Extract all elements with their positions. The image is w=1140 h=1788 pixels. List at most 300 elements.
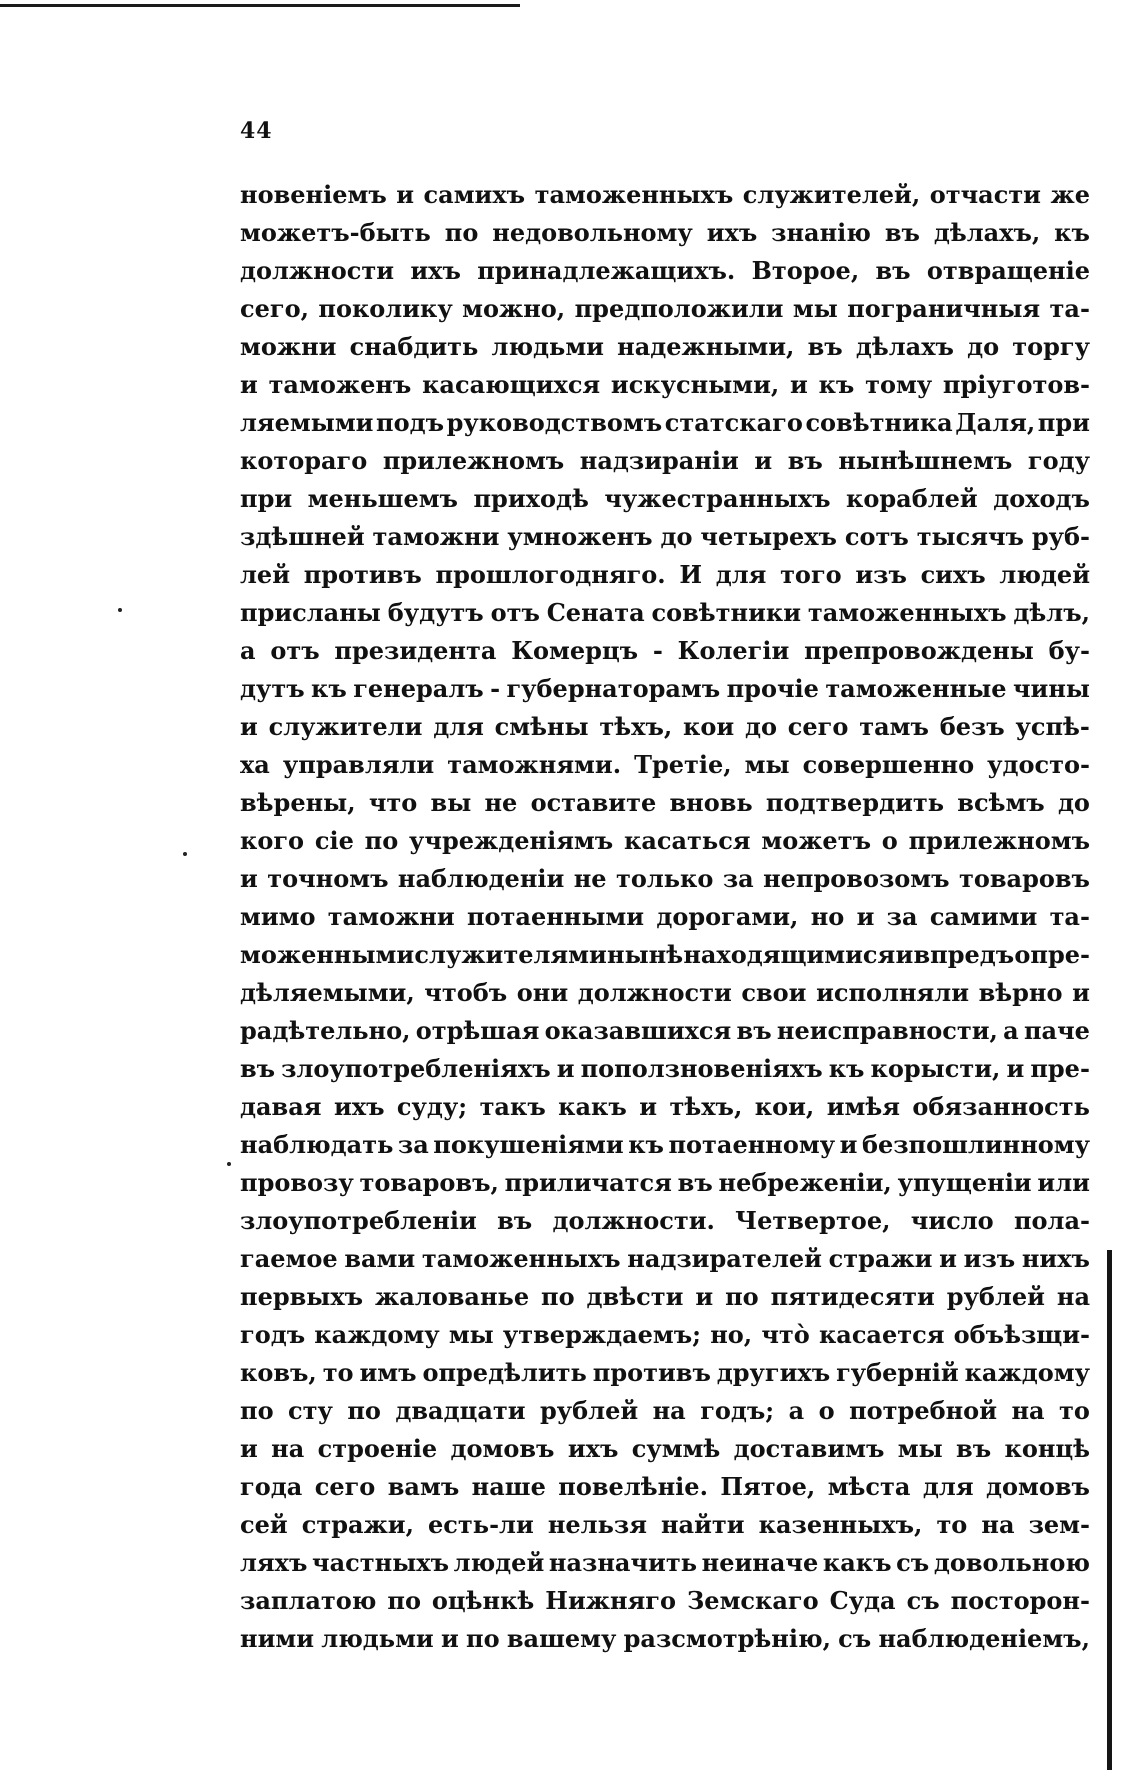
word: пограничныя <box>847 294 1041 323</box>
word: рублей <box>540 1396 639 1425</box>
word: до <box>967 332 1000 361</box>
word: по <box>240 1396 274 1425</box>
word: таможнями. <box>447 750 622 779</box>
word: служителей, <box>742 180 921 209</box>
word: въ <box>807 332 843 361</box>
text-line <box>240 1202 1090 1240</box>
text-line <box>240 746 1090 784</box>
word: доходъ <box>993 484 1090 513</box>
word: упущенiи <box>897 1168 1032 1197</box>
word: отъ <box>270 636 320 665</box>
word: Четвертое, <box>735 1206 891 1235</box>
word: противъ <box>303 560 422 589</box>
word: жалованье <box>375 1282 530 1311</box>
word: къ <box>311 674 347 703</box>
word: знанiю <box>771 218 871 247</box>
text-line <box>240 936 1090 974</box>
word: стражи, <box>301 1510 414 1539</box>
word: давая <box>240 1092 322 1121</box>
word: за <box>722 864 754 893</box>
word: какъ <box>558 1092 627 1121</box>
word: оказавшихся <box>544 1016 732 1045</box>
word: можетъ-быть <box>240 218 431 247</box>
word: вновь <box>669 788 753 817</box>
text-line <box>240 404 1090 442</box>
word: каждому <box>964 1358 1090 1387</box>
word: за <box>397 1130 429 1159</box>
word: людьми <box>491 332 604 361</box>
right-scan-edge <box>1107 1250 1112 1770</box>
word: отъ <box>490 598 540 627</box>
word: касаться <box>623 826 751 855</box>
word: можно, <box>462 294 566 323</box>
word: заплатою <box>240 1586 377 1615</box>
word: въ <box>787 446 823 475</box>
word: товаровъ, <box>359 1168 499 1197</box>
page-number: 44 <box>240 118 273 144</box>
word: - <box>652 636 663 665</box>
word: каждому <box>314 1320 440 1349</box>
word: приличатся <box>504 1168 672 1197</box>
text-line <box>240 1050 1090 1088</box>
text-line <box>240 290 1090 328</box>
word: оцѣнкѣ <box>431 1586 535 1615</box>
word: подтвердить <box>765 788 945 817</box>
word: изъ <box>963 1244 1016 1273</box>
word: покушенiями <box>433 1130 624 1159</box>
word: Второе, <box>751 256 860 285</box>
word: вашему <box>506 1624 617 1653</box>
word: чтобъ <box>424 978 508 1007</box>
word: снабдить <box>349 332 479 361</box>
word: и <box>240 864 258 893</box>
word: лей <box>240 560 290 589</box>
text-line <box>240 974 1090 1012</box>
word: чужестранныхъ <box>604 484 831 513</box>
word: на <box>652 1396 686 1425</box>
word: для <box>433 712 484 741</box>
word: съ <box>838 1624 872 1653</box>
text-line <box>240 822 1090 860</box>
text-line <box>240 1240 1090 1278</box>
word: по <box>364 826 399 855</box>
word: президента <box>334 636 497 665</box>
word: опредѣлить <box>422 1358 587 1387</box>
word: губернаторамъ <box>506 674 721 703</box>
word: управляли <box>282 750 435 779</box>
word: самихъ <box>423 180 526 209</box>
text-line <box>240 328 1090 366</box>
word: тамъ <box>859 712 929 741</box>
word: свои <box>741 978 807 1007</box>
word: назначить <box>548 1548 697 1577</box>
word: Сената <box>546 598 645 627</box>
word: должности <box>240 256 395 285</box>
text-line <box>240 442 1090 480</box>
word: совѣтники <box>651 598 802 627</box>
word: ихъ <box>567 1434 619 1463</box>
word: оставите <box>530 788 657 817</box>
word: тѣхъ, <box>669 1092 743 1121</box>
word: бу- <box>1048 636 1090 665</box>
text-line <box>240 1468 1090 1506</box>
word: изъ <box>855 560 907 589</box>
word: наблюденiемъ, <box>878 1624 1090 1653</box>
word: предположили <box>574 294 784 323</box>
word: по <box>466 1624 500 1653</box>
word: кого <box>240 826 305 855</box>
word: потребной <box>849 1396 997 1425</box>
word: довольною <box>933 1548 1090 1577</box>
word: къ <box>818 370 855 399</box>
word: опре- <box>1014 940 1090 969</box>
word: въ <box>677 1168 713 1197</box>
word: и <box>790 370 808 399</box>
word: злоупотребленiи <box>240 1206 477 1235</box>
word: злоупотребленiяхъ <box>281 1054 551 1083</box>
word: самими <box>929 902 1038 931</box>
word: моженными <box>240 940 415 969</box>
word: меньшемъ <box>307 484 458 513</box>
word: дѣлъ, <box>1013 598 1090 627</box>
word: до <box>1057 788 1090 817</box>
text-line <box>240 1012 1090 1050</box>
word: успѣ- <box>1015 712 1090 741</box>
word: исполняли <box>816 978 969 1007</box>
stray-dot <box>183 852 187 856</box>
word: и <box>695 1282 714 1311</box>
word: таможенныхъ <box>421 1244 621 1273</box>
word: но <box>810 902 845 931</box>
word: сей <box>240 1510 288 1539</box>
word: въ <box>736 1016 772 1045</box>
word: по <box>725 1282 759 1311</box>
word: и <box>1072 978 1090 1007</box>
text-line <box>240 708 1090 746</box>
word: пола- <box>1013 1206 1090 1235</box>
text-line <box>240 632 1090 670</box>
word: вамъ <box>387 1472 460 1501</box>
word: доставимъ <box>733 1434 885 1463</box>
word: году <box>1027 446 1090 475</box>
word: находящимися <box>683 940 896 969</box>
word: то <box>322 1358 354 1387</box>
word: то <box>936 1510 968 1539</box>
word: въ <box>884 218 920 247</box>
word: отчасти <box>929 180 1041 209</box>
word: число <box>910 1206 994 1235</box>
word: такъ <box>479 1092 546 1121</box>
word: потаенными <box>466 902 645 931</box>
word: сотъ <box>844 522 909 551</box>
word: и <box>240 370 258 399</box>
word: препровождены <box>804 636 1034 665</box>
word: присланы <box>240 598 381 627</box>
word: дутъ <box>240 674 305 703</box>
text-line <box>240 1430 1090 1468</box>
text-line <box>240 214 1090 252</box>
word: руб- <box>1031 522 1090 551</box>
word: противъ <box>592 1358 711 1387</box>
word: людьми <box>321 1624 434 1653</box>
word: сту <box>288 1396 333 1425</box>
word: людей <box>999 560 1090 589</box>
text-line <box>240 594 1090 632</box>
word: сего <box>314 1472 376 1501</box>
word: та- <box>1049 294 1090 323</box>
word: мы <box>792 294 838 323</box>
word: сего, <box>240 294 309 323</box>
body-text <box>240 176 1090 1658</box>
word: будутъ <box>387 598 484 627</box>
word: удосто- <box>987 750 1090 779</box>
text-line <box>240 1392 1090 1430</box>
text-line <box>240 252 1090 290</box>
word: тѣхъ, <box>599 712 673 741</box>
word: кои, <box>754 1092 815 1121</box>
word: людей <box>453 1548 545 1577</box>
word: корысти, <box>870 1054 1001 1083</box>
word: таможенъ <box>268 370 412 399</box>
word: въ <box>875 256 911 285</box>
word: служителями <box>414 940 607 969</box>
word: отвращенiе <box>926 256 1090 285</box>
word: подъ <box>376 408 445 437</box>
word: къ <box>828 1054 865 1083</box>
word: Третiе, <box>634 750 732 779</box>
text-line <box>240 1544 1090 1582</box>
stray-dot <box>118 608 122 612</box>
word: имѣя <box>826 1092 900 1121</box>
word: прочiе <box>726 674 819 703</box>
word: а <box>788 1396 805 1425</box>
word: ихъ <box>333 1092 385 1121</box>
text-line <box>240 480 1090 518</box>
text-line <box>240 670 1090 708</box>
word: гаемое <box>240 1244 338 1273</box>
word: смѣны <box>494 712 589 741</box>
word: безпошлинному <box>861 1130 1090 1159</box>
word: же <box>1050 180 1090 209</box>
word: принадлежащихъ. <box>477 256 736 285</box>
word: И <box>679 560 703 589</box>
text-line <box>240 860 1090 898</box>
word: дорогами, <box>656 902 799 931</box>
word: дѣлахъ <box>855 332 954 361</box>
word: радѣтельно, <box>240 1016 411 1045</box>
word: вѣрены, <box>240 788 356 817</box>
text-line <box>240 1126 1090 1164</box>
word: умноженъ <box>507 522 653 551</box>
text-line <box>240 1088 1090 1126</box>
word: по <box>347 1396 381 1425</box>
word: казенныхъ, <box>758 1510 923 1539</box>
word: приходѣ <box>473 484 589 513</box>
word: съ <box>906 1586 940 1615</box>
word: на <box>1011 1396 1045 1425</box>
word: Даля, <box>955 408 1036 437</box>
word: по <box>444 218 479 247</box>
word: Комерцъ <box>511 636 639 665</box>
word: и <box>440 1624 459 1653</box>
word: нельзя <box>547 1510 647 1539</box>
word: Колегiи <box>677 636 790 665</box>
word: двѣсти <box>586 1282 684 1311</box>
word: таможни <box>327 902 455 931</box>
word: ними <box>240 1624 315 1653</box>
word: всѣмъ <box>957 788 1045 817</box>
word: въ <box>497 1206 533 1235</box>
word: обязанность <box>912 1092 1090 1121</box>
text-line <box>240 1316 1090 1354</box>
word: четырехъ <box>700 522 837 551</box>
word: тому <box>865 370 933 399</box>
word: паче <box>1023 1016 1090 1045</box>
word: для <box>715 560 767 589</box>
word: недовольному <box>492 218 693 247</box>
word: служители <box>268 712 423 741</box>
word: разсмотрѣнiю, <box>623 1624 831 1653</box>
word: по <box>541 1282 575 1311</box>
word: найти <box>660 1510 745 1539</box>
word: пре- <box>1030 1054 1090 1083</box>
word: и <box>895 940 914 969</box>
word: годъ; <box>700 1396 775 1425</box>
text-line <box>240 518 1090 556</box>
word: что <box>368 788 418 817</box>
word: прилежномъ <box>382 446 565 475</box>
word: ихъ <box>410 256 461 285</box>
text-line <box>240 784 1090 822</box>
word: таможни <box>372 522 500 551</box>
word: что̀ <box>761 1320 810 1349</box>
word: частныхъ <box>312 1548 449 1577</box>
word: утверждаемъ; <box>502 1320 702 1349</box>
word: тысячъ <box>916 522 1024 551</box>
word: таможенные <box>825 674 1007 703</box>
word: годъ <box>240 1320 306 1349</box>
word: совѣтника <box>805 408 953 437</box>
word: и <box>856 902 875 931</box>
word: провозу <box>240 1168 354 1197</box>
word: непровозомъ <box>763 864 950 893</box>
word: не <box>484 788 518 817</box>
word: концѣ <box>1004 1434 1090 1463</box>
word: и <box>240 712 258 741</box>
word: нихъ <box>1021 1244 1090 1273</box>
word: Нижняго <box>545 1586 677 1615</box>
word: прилежномъ <box>908 826 1090 855</box>
word: - <box>490 674 501 703</box>
word: и <box>240 1434 258 1463</box>
word: суммѣ <box>631 1434 721 1463</box>
word: наблюдать <box>240 1130 394 1159</box>
word: посторон- <box>950 1586 1090 1615</box>
word: ха <box>240 750 270 779</box>
word: сiе <box>314 826 354 855</box>
word: котораго <box>240 446 368 475</box>
word: въ <box>956 1434 992 1463</box>
word: мы <box>897 1434 943 1463</box>
word: неиначе <box>701 1548 819 1577</box>
word: вѣрно <box>978 978 1063 1007</box>
word: мы <box>744 750 790 779</box>
text-line <box>240 1620 1090 1658</box>
word: только <box>615 864 714 893</box>
word: и <box>754 446 773 475</box>
word: года <box>240 1472 303 1501</box>
word: за <box>886 902 918 931</box>
word: мимо <box>240 902 316 931</box>
text-line <box>240 1278 1090 1316</box>
word: какъ <box>822 1548 892 1577</box>
word: для <box>922 1472 974 1501</box>
word: надежными, <box>617 332 795 361</box>
word: того <box>780 560 842 589</box>
word: по <box>387 1586 421 1615</box>
word: при <box>1037 408 1090 437</box>
word: искусными, <box>610 370 780 399</box>
word: можни <box>240 332 337 361</box>
word: статскаго <box>664 408 803 437</box>
word: сего <box>787 712 849 741</box>
word: та- <box>1049 902 1090 931</box>
word: и <box>939 1244 957 1273</box>
word: но, <box>710 1320 753 1349</box>
word: а <box>240 636 256 665</box>
text-line <box>240 366 1090 404</box>
word: чины <box>1012 674 1090 703</box>
word: сихъ <box>920 560 986 589</box>
word: должности <box>577 978 732 1007</box>
word: объѣзщи- <box>953 1320 1090 1349</box>
word: къ <box>628 1130 664 1159</box>
word: рублей <box>946 1282 1045 1311</box>
word: дѣляемыми, <box>240 978 415 1007</box>
word: о <box>818 1396 835 1425</box>
word: руководствомъ <box>446 408 663 437</box>
word: небреженiи, <box>718 1168 892 1197</box>
word: касающихся <box>422 370 601 399</box>
word: о <box>881 826 898 855</box>
word: генералъ <box>353 674 484 703</box>
word: можетъ <box>761 826 871 855</box>
word: къ <box>1054 218 1090 247</box>
word: совершенно <box>802 750 975 779</box>
word: на <box>271 1434 305 1463</box>
word: отрѣшая <box>415 1016 540 1045</box>
word: до <box>660 522 693 551</box>
word: Пятое, <box>720 1472 816 1501</box>
word: не <box>573 864 607 893</box>
word: прiуготов- <box>942 370 1090 399</box>
word: имъ <box>359 1358 417 1387</box>
word: точномъ <box>267 864 389 893</box>
word: здѣшней <box>240 522 365 551</box>
word: и <box>1006 1054 1025 1083</box>
word: до <box>744 712 777 741</box>
stray-dot <box>227 1162 231 1166</box>
word: вами <box>344 1244 416 1273</box>
word: кораблей <box>846 484 978 513</box>
word: есть-ли <box>428 1510 534 1539</box>
word: дѣлахъ, <box>933 218 1041 247</box>
word: безъ <box>939 712 1005 741</box>
word: суду; <box>396 1092 468 1121</box>
word: на <box>1056 1282 1090 1311</box>
word: повелѣнiе. <box>558 1472 708 1501</box>
word: они <box>516 978 569 1007</box>
